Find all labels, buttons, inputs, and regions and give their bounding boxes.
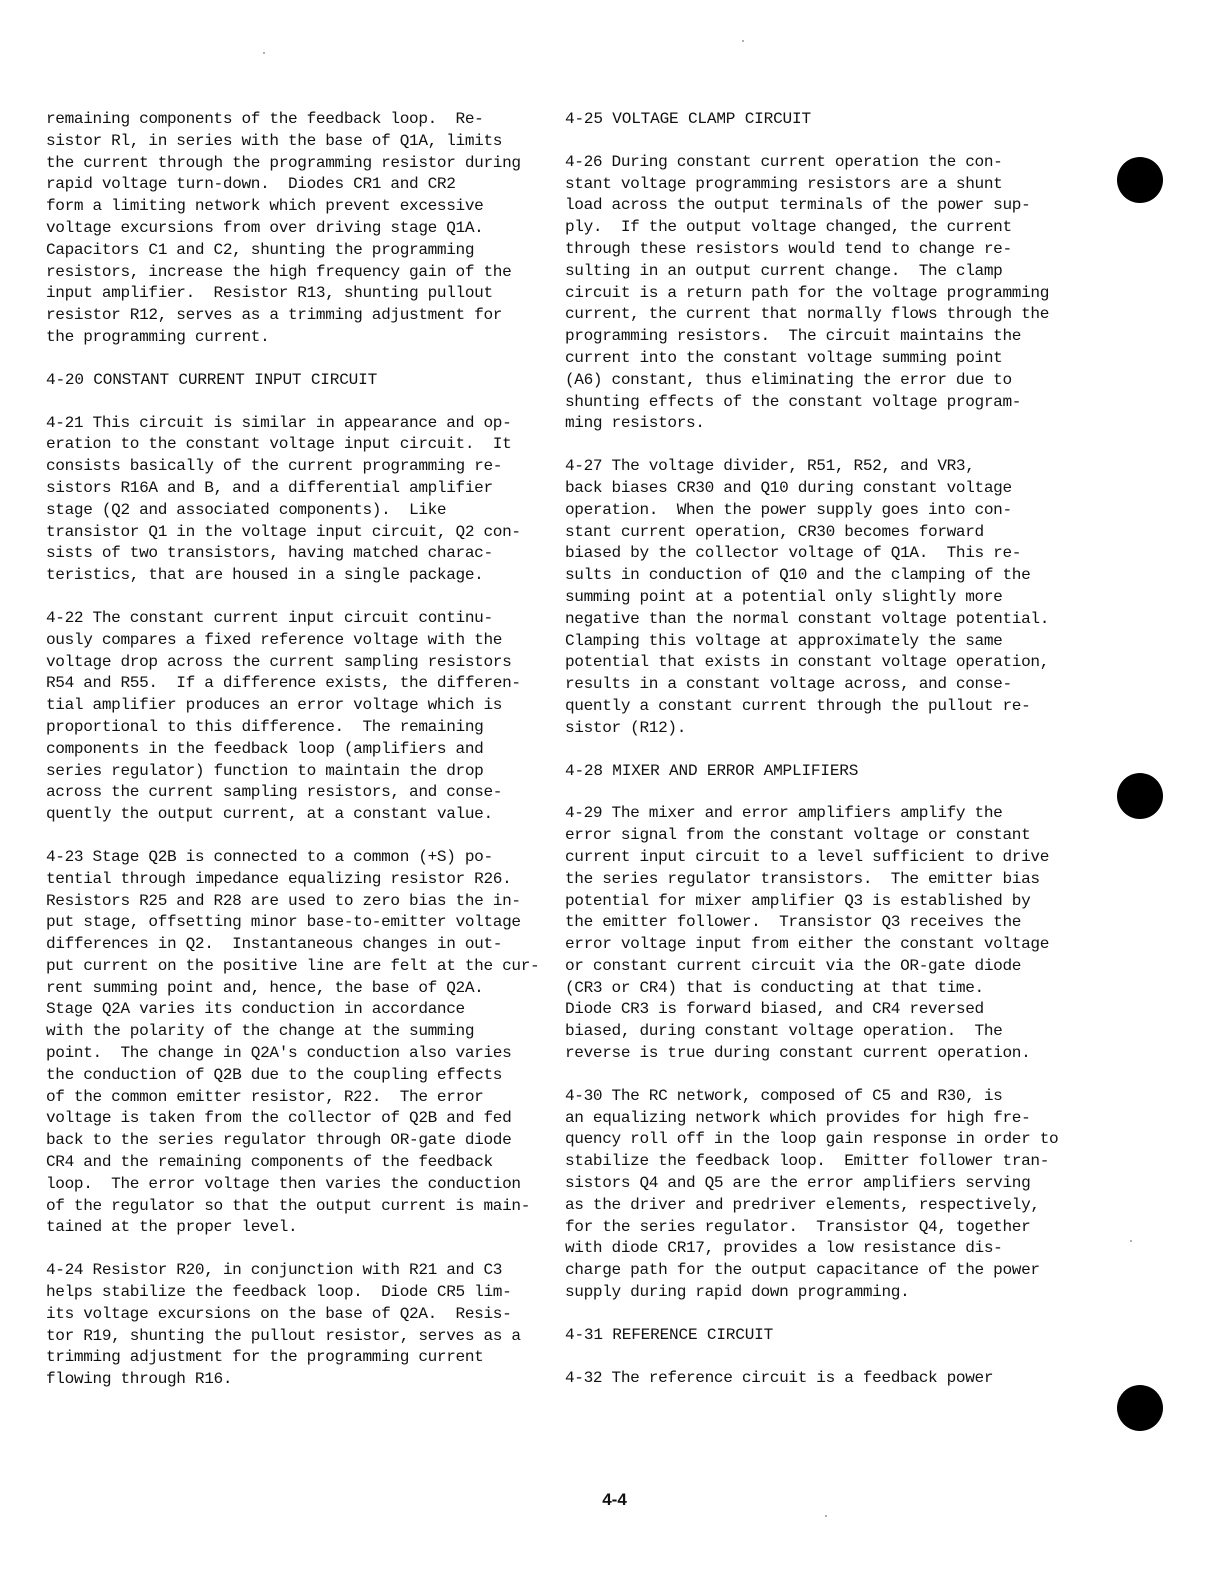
text-line: differences in Q2. Instantaneous changes in out- — [46, 935, 503, 954]
text-line: voltage drop across the current sampling resistors — [46, 652, 512, 671]
text-line: through these resistors would tend to change re- — [565, 239, 1012, 258]
text-line: (A6) constant, thus eliminating the error due to — [565, 370, 1012, 389]
text-line: sulting in an output current change. The clamp — [565, 261, 1003, 280]
binder-hole-middle — [1117, 773, 1163, 819]
text-line: 4-28 MIXER AND ERROR AMPLIFIERS — [565, 761, 859, 780]
text-line: resistor R12, serves as a trimming adjustment for — [46, 306, 503, 325]
text-line: potential that exists in constant voltage operation, — [565, 653, 1050, 672]
text-line: with the polarity of the change at the summing — [46, 1022, 475, 1041]
text-line: the emitter follower. Transistor Q3 receives the — [565, 913, 1022, 932]
paragraph-4-27 — [565, 456, 1050, 739]
text-line: sistor (R12). — [565, 718, 687, 737]
text-line: Resistors R25 and R28 are used to zero bias the in- — [46, 891, 521, 910]
text-line: stant current operation, CR30 becomes forward — [565, 522, 984, 541]
text-line: back biases CR30 and Q10 during constant voltage — [565, 478, 1012, 497]
text-line: with diode CR17, provides a low resistance dis- — [565, 1239, 1003, 1258]
paragraph-4-23 — [46, 847, 540, 1239]
text-line: negative than the normal constant voltage potential. — [565, 609, 1050, 628]
text-line: sults in conduction of Q10 and the clamping of the — [565, 566, 1031, 585]
text-line: 4-24 Resistor R20, in conjunction with R21 and C3 — [46, 1261, 503, 1280]
text-line: the series regulator transistors. The emitter bias — [565, 869, 1040, 888]
paragraph-4-26 — [565, 152, 1050, 435]
text-line: summing point at a potential only slightly more — [565, 587, 1003, 606]
text-line: Clamping this voltage at approximately the same — [565, 631, 1003, 650]
text-line: trimming adjustment for the programming current — [46, 1348, 484, 1367]
page-number: 4-4 — [602, 1490, 627, 1509]
text-line: proportional to this difference. The remaining — [46, 717, 484, 736]
text-line: series regulator) function to maintain the drop — [46, 761, 484, 780]
paragraph-4-32 — [565, 1368, 1035, 1390]
text-line: transistor Q1 in the voltage input circuit, Q2 con- — [46, 522, 521, 541]
text-line: rapid voltage turn-down. Diodes CR1 and CR2 — [46, 175, 456, 194]
text-line: supply during rapid down programming. — [565, 1283, 910, 1302]
text-line: input amplifier. Resistor R13, shunting pullout — [46, 284, 493, 303]
text-line: components in the feedback loop (amplifiers and — [46, 739, 484, 758]
paragraph-4-21 — [46, 413, 521, 587]
scan-speck — [1130, 1240, 1132, 1242]
text-line: 4-29 The mixer and error amplifiers amplify the — [565, 804, 1003, 823]
text-line: error voltage input from either the constant voltage — [565, 935, 1050, 954]
text-line: loop. The error voltage then varies the conduction — [46, 1174, 521, 1193]
text-line: flowing through R16. — [46, 1370, 233, 1389]
text-line: consists basically of the current programming re- — [46, 457, 503, 476]
text-line: shunting effects of the constant voltage program- — [565, 392, 1022, 411]
paragraph-4-30 — [565, 1086, 1059, 1304]
text-line: quently the output current, at a constant value. — [46, 805, 493, 824]
text-line: tential through impedance equalizing resistor R26. — [46, 869, 512, 888]
text-line: quently a constant current through the pullout re- — [565, 696, 1031, 715]
text-line: voltage excursions from over driving stage Q1A. — [46, 218, 484, 237]
text-line: biased, during constant voltage operation. The — [565, 1022, 1003, 1041]
paragraph-4-22 — [46, 608, 521, 826]
text-line: eration to the constant voltage input circuit. It — [46, 435, 512, 454]
text-line: circuit is a return path for the voltage programming — [565, 283, 1050, 302]
text-line: put current on the positive line are felt at the cur- — [46, 956, 540, 975]
text-line: back to the series regulator through OR-gate diode — [46, 1131, 512, 1150]
scan-speck — [742, 40, 744, 42]
text-line: ously compares a fixed reference voltage with the — [46, 630, 503, 649]
text-line: the programming current. — [46, 327, 270, 346]
text-line: form a limiting network which prevent excessive — [46, 197, 484, 216]
text-line: its voltage excursions on the base of Q2A. Resis- — [46, 1304, 512, 1323]
text-line: (CR3 or CR4) that is conducting at that time. — [565, 978, 984, 997]
text-line: CR4 and the remaining components of the feedback — [46, 1153, 493, 1172]
text-line: sistors Q4 and Q5 are the error amplifiers serving — [565, 1174, 1031, 1193]
text-line: remaining components of the feedback loop. Re- — [46, 110, 484, 128]
scan-speck — [825, 1515, 827, 1517]
scan-speck — [263, 52, 265, 54]
heading-4-28 — [565, 761, 1035, 783]
heading-4-31 — [565, 1325, 1035, 1347]
text-line: potential for mixer amplifier Q3 is established by — [565, 891, 1031, 910]
text-line: operation. When the power supply goes into con- — [565, 500, 1012, 519]
text-line: tained at the proper level. — [46, 1218, 298, 1237]
text-line: as the driver and predriver elements, respectively, — [565, 1195, 1040, 1214]
text-line: across the current sampling resistors, and conse- — [46, 783, 503, 802]
text-line: of the common emitter resistor, R22. The error — [46, 1087, 484, 1106]
text-line: 4-27 The voltage divider, R51, R52, and VR3, — [565, 457, 975, 476]
text-line: Capacitors C1 and C2, shunting the programming — [46, 240, 475, 259]
text-line: for the series regulator. Transistor Q4, together — [565, 1217, 1031, 1236]
text-line: point. The change in Q2A's conduction also varies — [46, 1044, 512, 1063]
text-line: teristics, that are housed in a single package. — [46, 566, 484, 585]
left-column — [46, 109, 540, 1412]
text-line: charge path for the output capacitance of the power — [565, 1261, 1040, 1280]
text-line: 4-23 Stage Q2B is connected to a common (+S) po- — [46, 847, 493, 866]
paragraph-4-29 — [565, 803, 1050, 1065]
binder-hole-top — [1117, 157, 1163, 203]
text-line: programming resistors. The circuit maintains the — [565, 327, 1022, 346]
text-line: Stage Q2A varies its conduction in accordance — [46, 1000, 465, 1019]
text-line: quency roll off in the loop gain response in order to — [565, 1130, 1059, 1149]
paragraph-intro — [46, 109, 521, 349]
text-line: sistor Rl, in series with the base of Q1A, limits — [46, 131, 503, 150]
text-line: the current through the programming resistor during — [46, 153, 521, 172]
paragraph-4-24 — [46, 1260, 521, 1391]
text-line: R54 and R55. If a difference exists, the differen- — [46, 674, 521, 693]
text-line: put stage, offsetting minor base-to-emitter voltage — [46, 913, 521, 932]
text-line: reverse is true during constant current operation. — [565, 1044, 1031, 1063]
binder-hole-bottom — [1117, 1385, 1163, 1431]
heading-4-20 — [46, 370, 516, 392]
text-line: Diode CR3 is forward biased, and CR4 reversed — [565, 1000, 984, 1019]
text-line: of the regulator so that the output current is main- — [46, 1196, 531, 1215]
text-line: resistors, increase the high frequency gain of the — [46, 262, 512, 281]
text-line: 4-20 CONSTANT CURRENT INPUT CIRCUIT — [46, 370, 378, 389]
heading-4-25 — [565, 109, 1035, 131]
text-line: helps stabilize the feedback loop. Diode CR5 lim- — [46, 1283, 512, 1302]
text-line: 4-30 The RC network, composed of C5 and R30, is — [565, 1086, 1003, 1105]
text-line: voltage is taken from the collector of Q2B and fed — [46, 1109, 512, 1128]
text-line: 4-31 REFERENCE CIRCUIT — [565, 1325, 774, 1344]
text-line: ply. If the output voltage changed, the current — [565, 218, 1012, 237]
text-line: stage (Q2 and associated components). Like — [46, 500, 447, 519]
text-line: load across the output terminals of the power sup- — [565, 196, 1031, 215]
text-line: tor R19, shunting the pullout resistor, serves as a — [46, 1326, 521, 1345]
text-line: stabilize the feedback loop. Emitter follower tran- — [565, 1152, 1050, 1171]
text-line: 4-32 The reference circuit is a feedback power — [565, 1368, 994, 1387]
text-line: the conduction of Q2B due to the coupling effects — [46, 1065, 503, 1084]
text-line: sists of two transistors, having matched charac- — [46, 544, 493, 563]
text-line: biased by the collector voltage of Q1A. This re- — [565, 544, 1022, 563]
text-line: results in a constant voltage across, and conse- — [565, 675, 1012, 694]
text-line: current into the constant voltage summing point — [565, 348, 1003, 367]
text-line: current, the current that normally flows through the — [565, 305, 1050, 324]
text-line: rent summing point and, hence, the base of Q2A. — [46, 978, 484, 997]
right-column — [565, 109, 1059, 1410]
text-line: an equalizing network which provides for high fre- — [565, 1108, 1031, 1127]
text-line: tial amplifier produces an error voltage which is — [46, 696, 503, 715]
text-line: 4-22 The constant current input circuit continu- — [46, 608, 493, 627]
text-line: sistors R16A and B, and a differential amplifier — [46, 478, 493, 497]
text-line: stant voltage programming resistors are a shunt — [565, 174, 1003, 193]
text-line: ming resistors. — [565, 414, 705, 433]
text-line: or constant current circuit via the OR-gate diode — [565, 956, 1022, 975]
text-line: 4-26 During constant current operation the con- — [565, 152, 1003, 171]
text-line: 4-21 This circuit is similar in appearance and op- — [46, 413, 512, 432]
text-line: current input circuit to a level sufficient to drive — [565, 847, 1050, 866]
text-line: error signal from the constant voltage or constant — [565, 826, 1031, 845]
text-line: 4-25 VOLTAGE CLAMP CIRCUIT — [565, 110, 811, 128]
